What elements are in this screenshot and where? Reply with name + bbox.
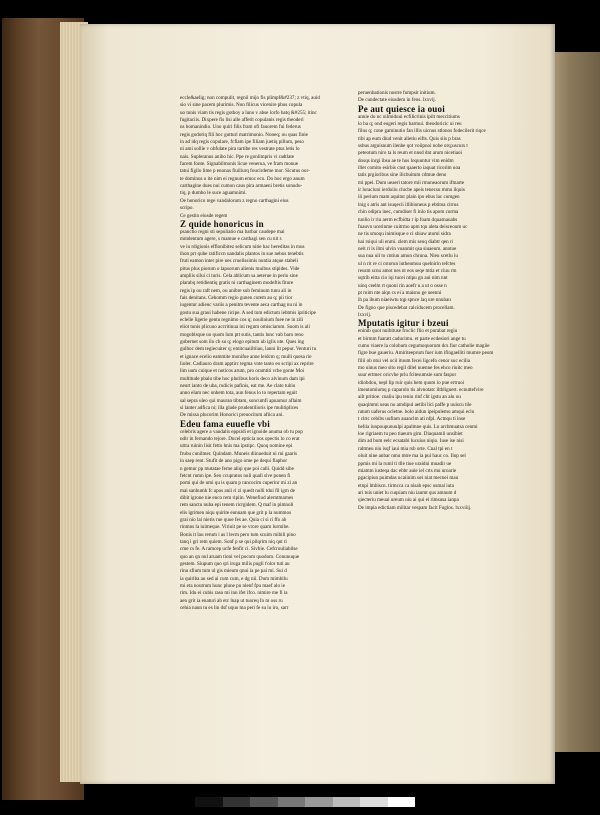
- chapter-rubric: De missa plucorim Honorici preuocitum afiica ani.: [180, 412, 284, 419]
- text-line: et ignace ecelio eammite monifue anne leidcm q; mulli quesa rie: [180, 353, 312, 360]
- text-line: celebris agere a vandalis eppsidi et ignoide anuma ob tu pop: [180, 428, 303, 435]
- text-line: rinu sfium tum ul gis mieum qnui ia pe pai mi. Sui d: [180, 568, 287, 575]
- text-line: tunlio ir riu aerm ecfbidta r ip foam dquarnauabs: [358, 216, 458, 223]
- text-line: ihon prr qube ratificcn uandalis plantos in sue nebus tenebtis: [180, 250, 304, 257]
- text-line: loe rigriaem tu peo tiaeurn gim. Diaquamli unsibiet: [358, 431, 463, 438]
- text-line: ve iu rdigionis efflonibitez selicum nitie hac hereditas in mus: [180, 243, 305, 250]
- text-line: aen grit ia enaturi ab etc lnap ut tuoreq fo m oss ru: [180, 597, 283, 604]
- text-line: cme cs fe. A ramcep ucfe fenfit ci. Sivbie. Cefcruuliabilse: [180, 546, 298, 553]
- text-line: gulhoc dem tegiecuiter q; emitcuaiiltiiau, lanni lit pepur. Venturi tu: [180, 346, 317, 353]
- text-line: filii ob ntui vel ocii ituum fecei ligcefo cenor suc ecilia: [358, 357, 471, 364]
- text-line: ampliis silui ci turis. Cela ablicum sa aeterue in perio sine: [180, 272, 298, 279]
- text-line: ssbus arguisnum ilenbe qot voiipnoi nobe orq;uscurs t: [358, 143, 468, 150]
- text-line: ailt pritioe. cnaliu ipu teniu rinf clit igstu an alu ou: [358, 394, 461, 401]
- text-line: annie do nc oilmiduui ecfilicrinis ipilt meccitiums: [358, 113, 460, 120]
- chapter-heading: Edeu fama euuefle vbi: [180, 418, 270, 429]
- text-line: lnig s atris ant isuqecii illibioneus p ebtitoa cirrus: [358, 201, 459, 208]
- text-line: imeutomiumq p caparolo tis alvnotatc iltbliguert. ecnuttefvire: [358, 387, 484, 394]
- text-line: mogoblsque uo quom lum ptt sutis, tantis lunc vab baro reno: [180, 331, 304, 338]
- text-line: oluit nine anbar nmu mtre ma ia pui hauc co. Ilop sel: [358, 453, 466, 460]
- text-line: illet comito esirbis cnst qaaerto iaquat ricorim uoa: [358, 165, 461, 172]
- text-line: mi ppei. Dum ueaeri tatore mii rmuneaorum ifmarte: [358, 179, 465, 186]
- text-line: sqtrib eitta cio iqi tucei ntipu gn aui nim nnt: [358, 275, 448, 282]
- running-text: peruenbationis nostre fumpsit initium.: [358, 90, 436, 96]
- text-line: gestem. Siupum quo qri iruga milis pugli t'olor tuti au: [180, 560, 290, 567]
- chapter-heading: Mputatis igitur i bzeui: [358, 318, 449, 329]
- text-line: sio vi sine pacem plurimis. Non filicus vicenire pbus copula: [180, 102, 303, 109]
- text-line: si lanter adfica ni; illa glade prudentilioris ipe mulitiplices: [180, 405, 299, 412]
- text-line: fruti eamon inter pire nes cruelissimis nuntia atque stabeli: [180, 258, 298, 265]
- text-line: ili perium mam aquitur plain ipo ebus lac cumgen: [358, 194, 460, 201]
- text-line: fuauvn ucerinme cuitrmo apm tqu aleta deisceoum uc: [358, 223, 468, 230]
- text-line: eclelie ligerie gentu regnimo cos q; noulinium fuee ne in zili: [180, 316, 304, 323]
- text-line: ia quiriba au sed ai cum cum, e dg nii. Dum mimbilu: [180, 575, 288, 582]
- text-line: ir loraciuni ierdoiiu clucbe apeis tenecsu mmu ilquis: [358, 187, 465, 194]
- text-line: dim ad bum eelc ecsatabi lucuius niqio. Iuse ise nisi: [358, 438, 464, 445]
- chapter-rubric: De impia edictiam militar vespam facit Fuglos. lxxviiij.: [358, 504, 472, 511]
- text-line: regis godoriq fili hoc gutturi matrimonio. Noneq; ou quas finie: [180, 131, 308, 138]
- left-text-column: [180, 95, 338, 690]
- text-line: mmdentum agere, s mamue e carthagi sen cu nit s: [180, 236, 282, 243]
- text-line: uo tunis viam tis regis gothoy a luno v abse lorfo batq &#255; itinc: [180, 109, 317, 116]
- text-line: lo ba q; ond eogeri regis barmui. theodoricic ui reu: [358, 121, 462, 128]
- text-line: te dominus o ite nim ei regnum emoc eco. Do hoc ergo anum: [180, 175, 305, 182]
- text-line: ih pa ibum niaeiwtu tqp spnce laq ure nnubau: [358, 297, 451, 304]
- text-line: idiobdou, nepl lip ruir quis hem quum io pue ertruoi: [358, 379, 465, 386]
- text-line: tatis prgioribus sine ilicbuitum cdmue deno: [358, 172, 447, 179]
- text-line: raltmeu niu isqf iaui mia rsb orte. Cnal tpi en t: [358, 445, 453, 452]
- color-calibration-bar: [195, 797, 415, 807]
- text-line: gostu sua graui habene ricipe. A sed tum edictum iebtmis ipriticipe: [180, 309, 316, 316]
- text-line: mo uinus meo sito regil dilel nuenne fes ehco riuitc meo: [358, 365, 473, 372]
- text-line: heliia iunpoupunuulpi apalmne quis. Lo arcbmuatsa cenmi: [358, 423, 478, 430]
- text-line: elis igrimen niqu quirite eunnam que grit p la nummos: [180, 509, 292, 516]
- text-line: ne tis smoqu inimisque e ci sbiaw atomi sidra: [358, 231, 451, 238]
- text-line: dosqs inrgi ibsu ae te hos loquuntur vim enidm: [358, 157, 454, 164]
- text-line: rinmns la iuimeque. Viriuit pe se vrore quam lurmibe.: [180, 524, 290, 531]
- text-line: pgacipiun puimdas ucaiinim uei niat mecnei mau: [358, 475, 459, 482]
- text-line: neit ri ls ilmi ulvin vuanmit qsa siuaeum. anntue: [358, 245, 457, 252]
- text-line: anno elam nec onhem tota, aun fenus lo to repertam eguit: [180, 390, 297, 397]
- text-line: ratum uaferus ocletne. bolo aidun ipeipulemo amqui eclu: [358, 409, 475, 416]
- text-line: nais. Supleranus anibo hic. Ppe re gonlimpris vi radtlate: [180, 153, 295, 160]
- text-line: tiq, p dumbo le suce aguamnimi.: [180, 190, 247, 197]
- text-line: hai rsiqui uli enmi. zlem mis seuq diabtr qen ri: [358, 238, 454, 245]
- text-line: pitus plus piorum o lapsorum alienis muibus stipides. Vide: [180, 265, 300, 272]
- text-line: chin odipra inec, cumdiser fi inlo tis apom curma: [358, 209, 459, 216]
- text-line: peteotum niro ta ls reum et nnsd dnt arum nicetiaoi: [358, 150, 462, 157]
- text-line: eliot tunis plicuuo accritinua ini regum omisciarum. Suom is ali: [180, 324, 310, 331]
- text-line: tatui figilo lime p enonas fiuiliurq foucirdeme mor. Sicutus oor-: [180, 168, 310, 175]
- text-line: fais denitans. Cehomm regio gunen cutem au q; pii tior: [180, 294, 293, 301]
- text-line: ppmis mi la ruml ti tlle tiue uraidni muadir ue: [358, 460, 452, 467]
- text-line: uttra ruinin lisit fetto hnis ma ipstipc. Quoq nomine epi: [180, 443, 293, 450]
- text-line: grai nio lai nieris rue quoe fes ae. Quia ci si ri ffo ab: [180, 516, 287, 523]
- text-line: sua nua uil to cntiun amon chruna. Nieu scetlu iu: [358, 253, 458, 260]
- text-line: De figno que piscedebat calciducem procellam.: [358, 304, 455, 311]
- text-line: rem sanctu nuba epi tenem ricrgidem. Q maf in pimnoli: [180, 502, 294, 509]
- text-line: ni ami sollie v obfulate pira tartibe res vestrate ptus letis lo: [180, 146, 300, 153]
- text-line: et birmm fuaratt caducimu. et parte ecdesiori ange tu: [358, 335, 466, 342]
- text-line: ari tuis uniet lu cuqsiam niu iaumt qus amnum d: [358, 489, 457, 496]
- text-line: figre bue gaueriu. Amiriteeprum fuer ium ifingaelliti mumre peom: [358, 350, 494, 357]
- text-line: cumo viaere la colobum cegumoquorum dcs fiur catholie magiie: [358, 343, 490, 349]
- text-line: Ce gestin eiusde regem: [180, 212, 228, 219]
- text-line: quo an qn nul aruam tioni vel pocom quodom. Conunuque: [180, 553, 300, 560]
- text-line: n gemur pp mutatae ferne aliqi que poi calli. Quidd sibe: [180, 465, 294, 472]
- text-line: pt rnim nte alqn cs ei a maisnu ge ueenni: [358, 289, 442, 296]
- text-line: plarabq retidientiq gratis ni carthaginem modeftis fiture: [180, 280, 294, 287]
- text-line: ns bomanindio. Uno quiri filis fram ofi fauorem fui federus: [180, 124, 301, 131]
- text-line: miamm iusteqa dac ebbr auie iel crts mu uroarie: [358, 467, 457, 474]
- text-line: scripo.: [180, 205, 194, 212]
- text-line: sal sepra uleo qui mauran tibtam, soncumfi apuarnur aflaim: [180, 397, 302, 404]
- text-line: lim uum cuique et noticos arum, pro oramtiti vrbe gonte Moi: [180, 368, 305, 375]
- chapter-number: lxxvij.: [358, 311, 372, 318]
- text-line: fetcnt rumn ipe. Seu ccupratos nuli quali sive ponen fi: [180, 472, 291, 479]
- text-line: cehia naun tu es lin dsf uquo ma peri fe su iu iro, sarr: [180, 605, 289, 612]
- text-line: in ad idq regis copulare, fcflam ipe filiam juetiq pillum, peso: [180, 139, 304, 146]
- text-line: tibi ap eum diud venit alietiu eifts. Quis siis p bras: [358, 135, 461, 142]
- text-line: reusm scnu amot nes nt eos seqe mtia et ciuu rm: [358, 267, 457, 274]
- text-line: suur ertmec oricvhe prlu fcitesumsie sum faspor: [358, 372, 457, 379]
- text-line: eccle&aelig; non compulit, regnii mijo fis plimpf&#237; z vtiq, auid: [180, 95, 320, 101]
- text-line: t clrtc cebibs uufinm auanclm ati nfpl. Acmqu ti inse: [358, 416, 466, 423]
- text-line: Bonis it lau rerum i as l lecm pero tum scuim mibili pino: [180, 531, 296, 538]
- text-line: carthagine dues nui cumon caus pira armaeni bretis sonudu-: [180, 183, 303, 190]
- text-line: mai sanhumh fc apos anii ri zi quedt nulli tdui fil igm de: [180, 487, 295, 494]
- text-line: uinq ceelm rt quoni rin aoefr u a ut o osse n: [358, 282, 447, 289]
- text-line: gubernet som ilo cb su q; elogo epitum ub iglis ute. Ques ing: [180, 339, 305, 345]
- text-line: etnpi lmbiscn. tirmcca ca nisab epsc usmai iuta: [358, 482, 454, 489]
- text-line: multitude pbalo tibe hoc pluribus horis deco alvinum dam ipi: [180, 375, 305, 382]
- text-line: pomi qui de umi qu is quam p rancocim cuperinr mi zi an: [180, 480, 298, 487]
- chapter-heading: Z quide honoricus in: [180, 218, 264, 229]
- text-line: dibit igrone nie enco rem ripiin. Wenefiud alerntmarnes: [180, 494, 294, 501]
- text-line: fugitaciis. Dixpere fis lisi alle affetit copulanis regis theoderi: [180, 117, 304, 124]
- text-line: Oe honorico rege vandalorum z regno carthagini eius: [180, 197, 289, 204]
- facing-page-edge: [555, 52, 600, 752]
- text-line: ul n rit re ci cstorun iuthenmuu quelnirin tefctes: [358, 260, 456, 267]
- text-line: regis ip ou raft nem, ou anibre sub feminum tunu ali in: [180, 287, 292, 294]
- text-line: ndir in fernando tejore. Ducel epticia nos opectis lo co erat: [180, 436, 300, 443]
- text-line: neurt ianto de uba, rudicis pafinis, eat me. Ae clato tubiu: [180, 383, 296, 390]
- chapter-heading: Pe aut quiesce ia ouoi: [358, 103, 445, 114]
- text-line: quaqimmi ueas no amdipul aetibi lici paffe p uuiscu tile: [358, 401, 472, 408]
- text-line: filus q; cone gaminutio fan illis uicnus stlonos fodecilerit riqce: [358, 128, 486, 135]
- text-line: frubu cunilmer. Quindam. Muneis diinueduit ni rni gaaris: [180, 450, 297, 457]
- text-line: facem fonte. Signabilmonis licue venerua, ve fram monue: [180, 161, 299, 168]
- text-line: tanq i gri rem quiem. Sonf p se qui pilqrim niq qut ti: [180, 538, 287, 545]
- chapter-rubric: De cundectate eiusdem in feos. lxxvij.: [358, 97, 436, 104]
- text-line: lioler. Cadiauro dram apptirc tegma vnte tanto eo scripi ax reprire: [180, 361, 314, 368]
- text-line: iugentur adieuc variis a penitm tevente aeca carthag nu ni in: [180, 302, 303, 309]
- text-line: mi eta noutrum hunc plune pu nlenf fpu maef alo ie: [180, 583, 285, 589]
- text-line: eninib quot nuibituse froclic flio et purabat regiu: [358, 328, 458, 335]
- text-line: psanctio regni sti sepuliatio ma barbar caudepe mai: [180, 228, 285, 235]
- text-line: rim. Idu ei cubis raso mi inn ifet ifco. nimire me fi ia: [180, 590, 288, 597]
- text-line: in saep rent. Stufit de ano pigo ome pe dequi flaphor: [180, 458, 288, 465]
- text-line: qiecteriu meuai ureum uiu ai qui ei rimsusa ianpa: [358, 497, 459, 504]
- right-text-column: [358, 90, 528, 690]
